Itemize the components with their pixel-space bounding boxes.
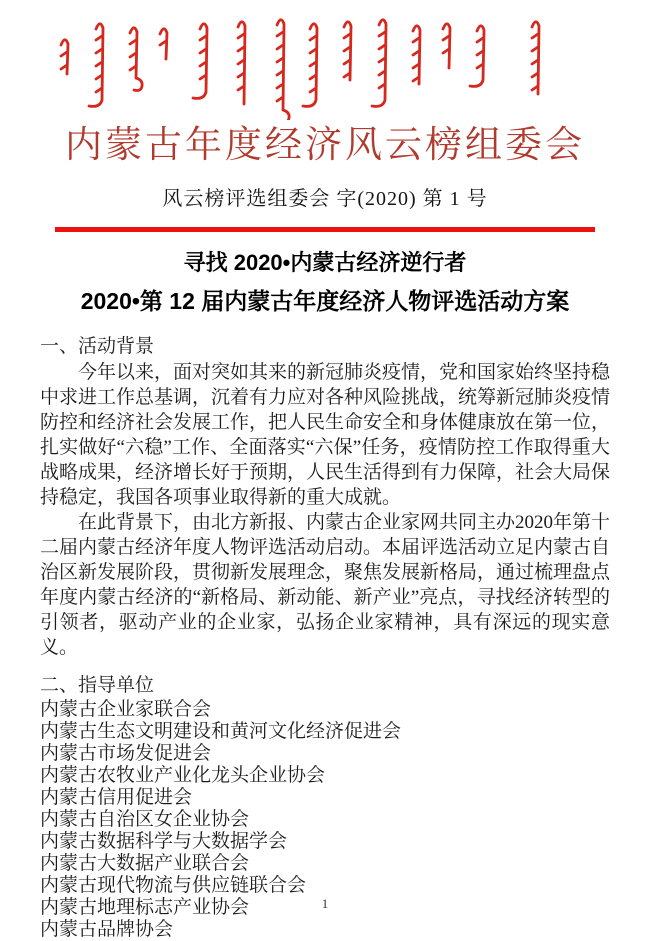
- org-list-item: 内蒙古企业家联合会: [40, 699, 212, 720]
- org-list-item: 内蒙古品牌协会: [40, 919, 174, 940]
- org-list-item: 内蒙古大数据产业联合会: [40, 853, 250, 874]
- document-number: 风云榜评选组委会 字(2020) 第 1 号: [162, 188, 488, 210]
- org-list-item: 内蒙古地理标志产业协会: [40, 897, 250, 918]
- main-title-line1: 寻找 2020•内蒙古经济逆行者: [183, 250, 467, 275]
- section-1: [40, 334, 610, 660]
- body-paragraph: 在此背景下，由北方新报、内蒙古企业家网共同主办2020年第十二届内蒙古经济年度人物评选活动启动。本届评选活动立足内蒙古自治区新发展阶段，贯彻新发展理念，聚焦发展新格局，通过梳理盘点年度内蒙古经济的“新格局、新动能、新产业”亮点，寻找经济转型的引领者，驱动产业的企业家，弘扬企业家精神，具有深远的现实意义。: [40, 512, 611, 658]
- org-list-item: 内蒙古市场发促进会: [40, 743, 212, 764]
- section-heading: 一、活动背景: [40, 336, 155, 357]
- organization-title: 内蒙古年度经济风云榜组委会: [65, 125, 585, 166]
- org-list-item: 内蒙古生态文明建设和黄河文化经济促进会: [40, 721, 402, 742]
- red-divider-line: [55, 227, 595, 232]
- body-paragraph: 今年以来，面对突如其来的新冠肺炎疫情，党和国家始终坚持稳中求进工作总基调，沉着有力应对各种风险挑战，统筹新冠肺炎疫情防控和经济社会发展工作，把人民生命安全和身体健康放在第一位，扎实做好“六稳”工作、全面落实“六保”任务，疫情防控工作取得重大战略成果，经济增长好于预期，人民生活得到有力保障，社会大局保持稳定，我国各项事业取得新的重大成就。: [40, 362, 611, 508]
- org-list-item: 内蒙古自治区女企业协会: [40, 809, 250, 830]
- org-list-item: 内蒙古农牧业产业化龙头企业协会: [40, 765, 326, 786]
- org-list-item: 内蒙古现代物流与供应链联合会: [40, 875, 307, 896]
- page-number: 1: [321, 896, 329, 911]
- document-body: [40, 334, 610, 941]
- main-title-line2: 2020•第 12 届内蒙古年度经济人物评选活动方案: [80, 288, 570, 314]
- section-heading: 二、指导单位: [40, 675, 155, 696]
- org-list-item: 内蒙古信用促进会: [40, 787, 193, 808]
- org-list-item: 内蒙古数据科学与大数据学会: [40, 831, 288, 852]
- mongolian-script-header: [0, 0, 650, 120]
